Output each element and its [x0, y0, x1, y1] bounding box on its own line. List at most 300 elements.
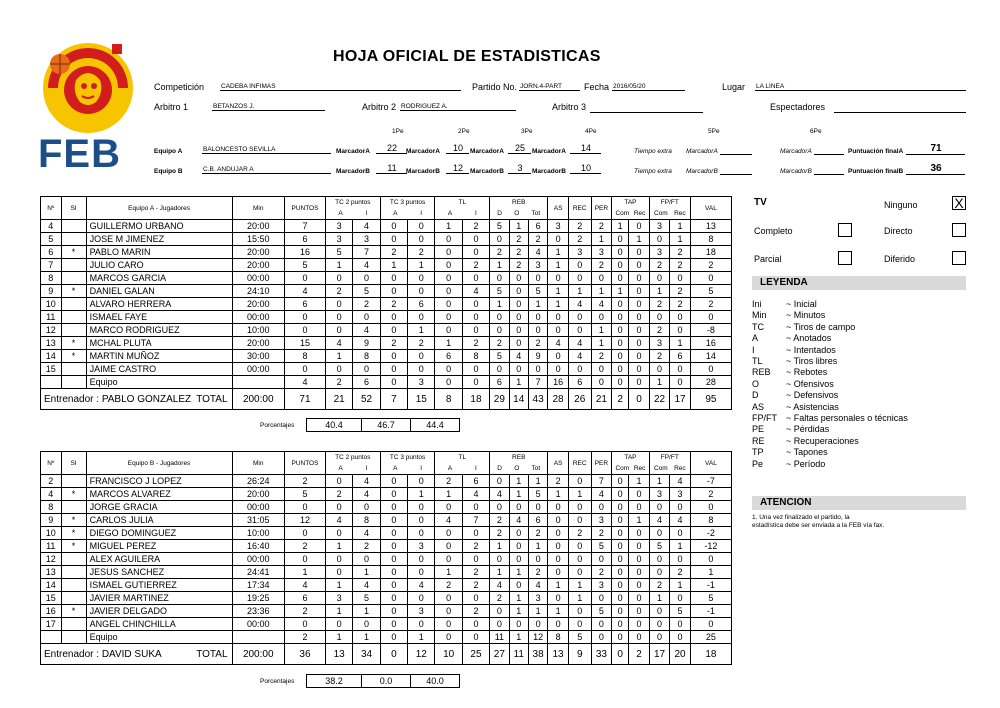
stat-cell: -1	[690, 605, 731, 618]
col-num-text: Nº	[47, 459, 55, 467]
table-row	[41, 259, 732, 272]
table-header	[41, 452, 732, 475]
tv-diferido-checkbox[interactable]	[952, 251, 966, 265]
stat-cell: 0	[509, 285, 528, 298]
stat-cell: 0	[629, 272, 650, 285]
competicion-label: Competición	[154, 82, 205, 92]
stat-cell: 0	[435, 540, 462, 553]
stat-cell: 5	[690, 285, 731, 298]
col-per	[591, 197, 612, 220]
leyenda-desc: ~ Ofensivos	[786, 378, 834, 389]
stat-cell: JULIO CARO	[86, 259, 232, 272]
total-cell: 10	[435, 644, 462, 665]
team-row-cell: 2	[284, 631, 325, 644]
stat-cell: 0	[629, 579, 650, 592]
total-cell: 52	[353, 389, 380, 410]
stat-cell: 0	[509, 540, 528, 553]
col-tc3-sub	[382, 208, 434, 219]
total-cell: 13	[325, 644, 352, 665]
stat-cell: 0	[462, 501, 489, 514]
stat-cell: 0	[612, 337, 629, 350]
leyenda-key: I	[752, 344, 755, 355]
stat-cell: 20:00	[232, 246, 284, 259]
stat-cell: 3	[649, 220, 670, 233]
stat-cell: 0	[612, 311, 629, 324]
team-row-cell: 1	[408, 631, 435, 644]
stat-cell: 0	[548, 553, 569, 566]
total-cell: 27	[490, 644, 509, 665]
leyenda-item	[752, 459, 825, 469]
stat-cell: 2	[462, 337, 489, 350]
stat-cell: 0	[548, 363, 569, 376]
arbitro3-label: Arbitro 3	[552, 102, 587, 112]
stat-cell: 2	[380, 246, 407, 259]
col-reb-text: REB	[512, 199, 526, 206]
stat-cell: 0	[408, 220, 435, 233]
stat-cell	[61, 220, 86, 233]
total-cell: 29	[490, 389, 509, 410]
team-row-cell: 28	[690, 376, 731, 389]
stat-cell: DANIEL GALAN	[86, 285, 232, 298]
stat-cell: 0	[629, 324, 650, 337]
stat-cell: 2	[591, 259, 612, 272]
team-row-cell: 7	[528, 376, 547, 389]
stat-cell: GUILLERMO URBANO	[86, 220, 232, 233]
stat-cell: 0	[462, 298, 489, 311]
stat-cell: 5	[528, 488, 547, 501]
stat-cell: JAIME CASTRO	[86, 363, 232, 376]
col-players	[86, 197, 232, 220]
stat-cell: 4	[509, 514, 528, 527]
stat-cell: 0	[325, 324, 352, 337]
stat-cell: 2	[528, 233, 547, 246]
stat-cell: 0	[462, 592, 489, 605]
stat-cell: 0	[490, 501, 509, 514]
col-reb-sub-1: O	[514, 465, 520, 472]
table-row	[41, 514, 732, 527]
stat-cell: 14	[41, 350, 62, 363]
stat-cell: 0	[462, 324, 489, 337]
stat-cell	[61, 233, 86, 246]
stat-cell: 0	[649, 605, 670, 618]
stat-cell: 0	[435, 246, 462, 259]
table-row	[41, 324, 732, 337]
stat-cell: 5	[353, 592, 380, 605]
tv-ninguno-mark: X	[954, 195, 964, 211]
leyenda-item	[752, 322, 855, 332]
stat-cell: 1	[528, 540, 547, 553]
stat-cell: 1	[649, 475, 670, 488]
stat-cell: 2	[435, 475, 462, 488]
stat-cell: 1	[325, 579, 352, 592]
stat-cell: 1	[325, 350, 352, 363]
col-fpft-sub	[651, 463, 689, 474]
stat-cell: 5	[41, 233, 62, 246]
stat-cell: 0	[568, 553, 591, 566]
stat-cell: 2	[509, 259, 528, 272]
stat-cell: 0	[629, 592, 650, 605]
stat-cell: 0	[408, 592, 435, 605]
team-row-cell: 0	[612, 376, 629, 389]
stat-cell: 0	[548, 618, 569, 631]
stat-cell: 1	[649, 592, 670, 605]
stat-cell: 0	[548, 233, 569, 246]
table-row	[41, 540, 732, 553]
total-cell: 0	[380, 644, 407, 665]
feb-logo	[38, 36, 138, 176]
stat-cell: 1	[670, 220, 691, 233]
stat-cell: 1	[528, 605, 547, 618]
stat-cell: 0	[649, 618, 670, 631]
stat-cell: *	[61, 246, 86, 259]
stat-cell: 2	[690, 298, 731, 311]
stat-cell: 0	[528, 272, 547, 285]
stat-cell: 0	[490, 618, 509, 631]
stat-cell: 0	[462, 233, 489, 246]
stat-cell: -1	[690, 579, 731, 592]
stat-cell: 0	[435, 501, 462, 514]
stat-cell: 3	[591, 579, 612, 592]
col-players-text: Equipo B - Jugadores	[127, 459, 191, 467]
team-a-ot5-line	[720, 154, 752, 155]
stat-cell: 4	[41, 488, 62, 501]
arbitro3-value	[590, 103, 703, 113]
stat-cell: 3	[548, 220, 569, 233]
percentage-cell: 38.2	[307, 675, 362, 688]
tv-completo-label: Completo	[754, 226, 793, 236]
leyenda-key: TL	[752, 356, 763, 366]
percentage-cell: 40.0	[411, 675, 460, 688]
tv-ninguno-checkbox[interactable]	[952, 196, 966, 210]
coach-label: Entrenador :	[44, 393, 100, 405]
leyenda-desc: ~ Período	[786, 458, 826, 469]
stat-cell: 0	[380, 579, 407, 592]
stat-cell: 0	[670, 527, 691, 540]
col-min	[232, 452, 284, 475]
partido-label: Partido No.	[472, 82, 518, 92]
stat-cell: 4	[353, 259, 380, 272]
stat-cell: 0	[490, 311, 509, 324]
col-tc2-sub-0: A	[338, 465, 343, 472]
team-row-cell	[232, 631, 284, 644]
total-cell: 8	[435, 389, 462, 410]
stat-cell: 0	[325, 553, 352, 566]
stat-cell: 0	[649, 363, 670, 376]
col-puntos	[284, 452, 325, 475]
team-b-score-p3: 3	[508, 163, 531, 174]
col-val-text: VAL	[705, 204, 717, 212]
stat-cell: 3	[568, 246, 591, 259]
col-reb-sub-2: Tot	[531, 210, 541, 217]
stat-cell: 0	[435, 324, 462, 337]
total-cell: 13	[548, 644, 569, 665]
team-row	[41, 376, 732, 389]
col-val	[690, 452, 731, 475]
stat-cell: CARLOS JULIA	[86, 514, 232, 527]
col-tc2-text: TC 2 puntos	[335, 454, 371, 461]
total-cell: 200:00	[232, 644, 284, 665]
stat-cell: 23:36	[232, 605, 284, 618]
lugar-label: Lugar	[722, 82, 746, 92]
stat-cell: 0	[629, 605, 650, 618]
stat-cell: 9	[41, 285, 62, 298]
stat-cell: 2	[509, 246, 528, 259]
stat-cell: 1	[509, 605, 528, 618]
stat-cell: 20:00	[232, 259, 284, 272]
stat-cell: 1	[490, 566, 509, 579]
team-b-tiempo-extra: Tiempo extra	[634, 168, 672, 175]
stat-cell: 1	[548, 605, 569, 618]
stat-cell: 1	[435, 337, 462, 350]
total-cell: 28	[548, 389, 569, 410]
stat-cell: 5	[284, 259, 325, 272]
stat-cell: 0	[380, 527, 407, 540]
stat-cell: 0	[612, 514, 629, 527]
team-a-score-p3: 25	[508, 143, 531, 154]
stat-cell: 0	[528, 553, 547, 566]
stat-cell: MARCO RODRIGUEZ	[86, 324, 232, 337]
stat-cell: 0	[408, 233, 435, 246]
coach-name: DAVID SUKA	[101, 648, 162, 660]
stat-cell	[61, 579, 86, 592]
stat-cell: 6	[41, 246, 62, 259]
leyenda-item	[752, 447, 828, 457]
stat-cell: MARCOS GARCIA	[86, 272, 232, 285]
team-a-tiempo-extra: Tiempo extra	[634, 148, 672, 155]
stat-cell: 18	[690, 246, 731, 259]
stat-cell: 2	[528, 337, 547, 350]
team-a-stats-table	[40, 196, 732, 410]
col-tc3	[380, 452, 435, 475]
stat-cell: 2	[325, 285, 352, 298]
tv-completo-checkbox[interactable]	[838, 223, 852, 237]
stat-cell: 0	[670, 311, 691, 324]
stat-cell: 5	[591, 605, 612, 618]
col-puntos-text: PUNTOS	[291, 459, 319, 467]
stat-cell: 0	[509, 501, 528, 514]
stat-cell: 0	[284, 553, 325, 566]
stat-cell: *	[61, 285, 86, 298]
stat-cell: 0	[380, 324, 407, 337]
stat-cell: 0	[462, 246, 489, 259]
stat-cell: PABLO MARIN	[86, 246, 232, 259]
stat-cell: 1	[528, 298, 547, 311]
col-fpft-text: FP/FT	[660, 454, 679, 461]
team-row-cell: 8	[548, 631, 569, 644]
leyenda-key: Min	[752, 310, 767, 321]
stat-cell: 0	[284, 501, 325, 514]
stat-cell: 0	[548, 272, 569, 285]
stat-cell: 3	[325, 220, 352, 233]
stat-cell: *	[61, 540, 86, 553]
stat-cell: 1	[548, 298, 569, 311]
stat-cell: 0	[629, 350, 650, 363]
stat-cell: 0	[380, 220, 407, 233]
stat-cell: *	[61, 514, 86, 527]
arbitro2-value: RODRIGUEZ A.	[400, 103, 516, 111]
leyenda-item	[752, 436, 859, 446]
stat-cell: 0	[325, 566, 352, 579]
stat-cell: 0	[380, 605, 407, 618]
stat-cell: 0	[528, 311, 547, 324]
total-cell: 36	[284, 644, 325, 665]
table-row	[41, 553, 732, 566]
stat-cell: 2	[591, 350, 612, 363]
team-row-cell: 0	[670, 376, 691, 389]
col-tap-text: TAP	[624, 199, 637, 206]
col-tc2-sub-0: A	[338, 210, 343, 217]
stat-cell: 14	[690, 350, 731, 363]
team-row-cell: 0	[462, 376, 489, 389]
team-row-cell: 11	[490, 631, 509, 644]
percentage-cell: 0.0	[362, 675, 411, 688]
stat-cell: 0	[629, 540, 650, 553]
stat-cell: 0	[462, 618, 489, 631]
table-row	[41, 298, 732, 311]
team-a-name: BALONCESTO SEVILLA	[202, 146, 331, 154]
stat-cell: 12	[284, 514, 325, 527]
stat-cell: 4	[41, 220, 62, 233]
stat-cell: 0	[509, 579, 528, 592]
stat-cell: 0	[612, 540, 629, 553]
stat-cell: 1	[612, 285, 629, 298]
team-row-cell: 0	[649, 631, 670, 644]
tv-parcial-checkbox[interactable]	[838, 251, 852, 265]
team-b-mk3: MarcadorB	[470, 168, 504, 175]
stat-cell: 0	[462, 553, 489, 566]
stat-cell: 1	[408, 259, 435, 272]
stat-cell: 0	[435, 259, 462, 272]
stat-cell: 2	[670, 298, 691, 311]
stat-cell: 0	[380, 233, 407, 246]
stat-cell: 4	[353, 324, 380, 337]
stat-cell: 8	[41, 501, 62, 514]
stat-cell: 4	[591, 488, 612, 501]
team-a-mk4: MarcadorA	[532, 148, 566, 155]
total-cell: 12	[408, 644, 435, 665]
leyenda-item	[752, 367, 827, 377]
col-per-text: PER	[594, 204, 609, 212]
stat-cell: 1	[670, 579, 691, 592]
col-as-text: AS	[553, 459, 563, 467]
stat-cell: 16:40	[232, 540, 284, 553]
leyenda-key: TC	[752, 321, 764, 332]
col-as-text: AS	[553, 204, 563, 212]
stat-cell: 3	[649, 488, 670, 501]
stat-cell: 10:00	[232, 324, 284, 337]
col-num	[41, 197, 62, 220]
leyenda-key: A	[752, 333, 759, 344]
stat-cell: 0	[612, 592, 629, 605]
stat-cell: 1	[325, 540, 352, 553]
stat-cell: 0	[548, 311, 569, 324]
stat-cell: 5	[284, 488, 325, 501]
stat-cell: 2	[325, 488, 352, 501]
stat-cell: 1	[568, 592, 591, 605]
stat-cell: ANGEL CHINCHILLA	[86, 618, 232, 631]
team-row-cell: 4	[284, 376, 325, 389]
col-tap-sub-1: Rec	[633, 210, 646, 217]
stat-cell: 0	[612, 246, 629, 259]
team-row-cell: Equipo	[86, 376, 232, 389]
col-tap-text: TAP	[624, 454, 637, 461]
col-tc3-sub-0: A	[393, 465, 398, 472]
stat-cell: 0	[612, 488, 629, 501]
tv-directo-checkbox[interactable]	[952, 223, 966, 237]
stat-cell: 0	[568, 540, 591, 553]
team-a-score-p2: 10	[446, 143, 469, 154]
stat-cell: 2	[690, 259, 731, 272]
team-row-cell: 0	[612, 631, 629, 644]
stat-cell: 5	[649, 540, 670, 553]
leyenda-key: Pe	[752, 458, 764, 469]
stat-cell: 2	[284, 605, 325, 618]
stat-cell: 2	[670, 566, 691, 579]
stat-cell: 1	[591, 337, 612, 350]
stat-cell: 0	[670, 324, 691, 337]
stat-cell: 2	[490, 527, 509, 540]
tv-directo-label: Directo	[884, 226, 913, 236]
stat-cell: 0	[548, 540, 569, 553]
stat-cell: 2	[462, 540, 489, 553]
stat-cell: 4	[462, 285, 489, 298]
stat-cell: 0	[629, 337, 650, 350]
leyenda-title: LEYENDA	[752, 276, 966, 290]
stat-cell: 0	[380, 350, 407, 363]
stat-cell: 0	[612, 605, 629, 618]
stat-cell: 0	[612, 579, 629, 592]
stat-cell: 0	[528, 324, 547, 337]
stat-cell: 0	[435, 233, 462, 246]
stat-cell: 2	[490, 337, 509, 350]
col-val	[690, 197, 731, 220]
stat-cell	[61, 566, 86, 579]
stat-cell: -8	[690, 324, 731, 337]
team-row-cell: 1	[325, 631, 352, 644]
col-min	[232, 197, 284, 220]
stat-cell	[61, 324, 86, 337]
stat-cell: 10:00	[232, 527, 284, 540]
leyenda-item	[752, 299, 817, 309]
leyenda-desc: ~ Defensivos	[786, 390, 839, 401]
team-a-ot6-line	[814, 154, 844, 155]
stat-cell: 4	[353, 220, 380, 233]
leyenda-desc: ~ Anotados	[786, 333, 832, 344]
stat-cell: 4	[325, 337, 352, 350]
table-row	[41, 501, 732, 514]
percentages-row	[260, 675, 460, 688]
stat-cell: 0	[690, 363, 731, 376]
col-per-text: PER	[594, 459, 609, 467]
stat-cell: 2	[690, 488, 731, 501]
coach-name: PABLO GONZALEZ	[101, 393, 192, 405]
total-cell: 18	[690, 644, 731, 665]
stat-cell: 0	[568, 618, 591, 631]
stat-cell: 2	[649, 259, 670, 272]
stat-cell: 13	[41, 337, 62, 350]
stat-cell: 8	[690, 233, 731, 246]
stat-cell: 15	[41, 592, 62, 605]
col-puntos	[284, 197, 325, 220]
page-title: HOJA OFICIAL DE ESTADISTICAS	[333, 48, 601, 65]
team-a-final-label: Puntuación finalA	[848, 148, 904, 155]
col-per	[591, 452, 612, 475]
stat-cell: 0	[435, 592, 462, 605]
percentages-row	[260, 419, 460, 432]
stat-cell: 0	[435, 527, 462, 540]
table-row	[41, 488, 732, 501]
total-cell: 20	[670, 644, 691, 665]
